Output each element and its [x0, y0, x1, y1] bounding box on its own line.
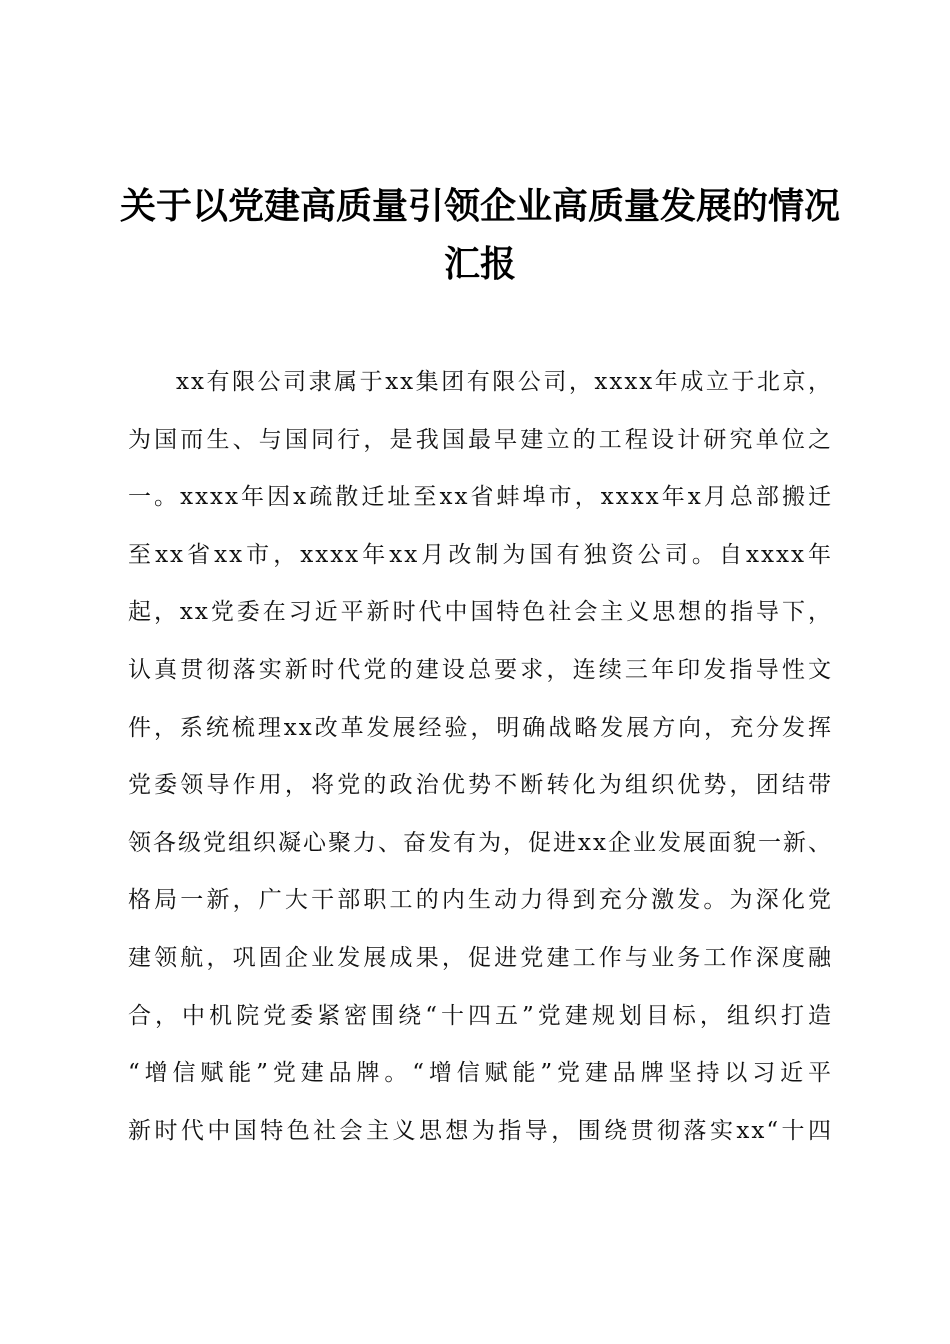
body-line: 起，xx党委在习近平新时代中国特色社会主义思想的指导下， — [128, 599, 833, 626]
title-line-1: 关于以党建高质量引领企业高质量发展的情况 — [120, 186, 841, 227]
body-line: 党委领导作用，将党的政治优势不断转化为组织优势，团结带 — [128, 772, 833, 799]
body-line: 新时代中国特色社会主义思想为指导，围绕贯彻落实xx“十四 — [128, 1117, 833, 1144]
body-line: 认真贯彻落实新时代党的建设总要求，连续三年印发指导性文 — [128, 656, 833, 683]
body-line: 件，系统梳理xx改革发展经验，明确战略发展方向，充分发挥 — [128, 714, 833, 741]
body-line: “增信赋能”党建品牌。“增信赋能”党建品牌坚持以习近平 — [128, 1060, 833, 1087]
title-line-2: 汇报 — [443, 244, 516, 285]
body-line: 领各级党组织凝心聚力、奋发有为，促进xx企业发展面貌一新、 — [128, 829, 833, 856]
body-line: 一。xxxx年因x疏散迁址至xx省蚌埠市，xxxx年x月总部搬迁 — [128, 484, 833, 511]
body-line: 格局一新，广大干部职工的内生动力得到充分激发。为深化党 — [128, 887, 833, 914]
body-line: 至xx省xx市，xxxx年xx月改制为国有独资公司。自xxxx年 — [128, 541, 833, 568]
body-line: 合，中机院党委紧密围绕“十四五”党建规划目标，组织打造 — [128, 1002, 833, 1029]
document-title — [120, 178, 840, 294]
body-line: 为国而生、与国同行，是我国最早建立的工程设计研究单位之 — [128, 426, 833, 453]
body-line: 建领航，巩固企业发展成果，促进党建工作与业务工作深度融 — [128, 944, 833, 971]
body-paragraph — [128, 354, 833, 1160]
body-line: xx有限公司隶属于xx集团有限公司，xxxx年成立于北京， — [176, 369, 833, 395]
